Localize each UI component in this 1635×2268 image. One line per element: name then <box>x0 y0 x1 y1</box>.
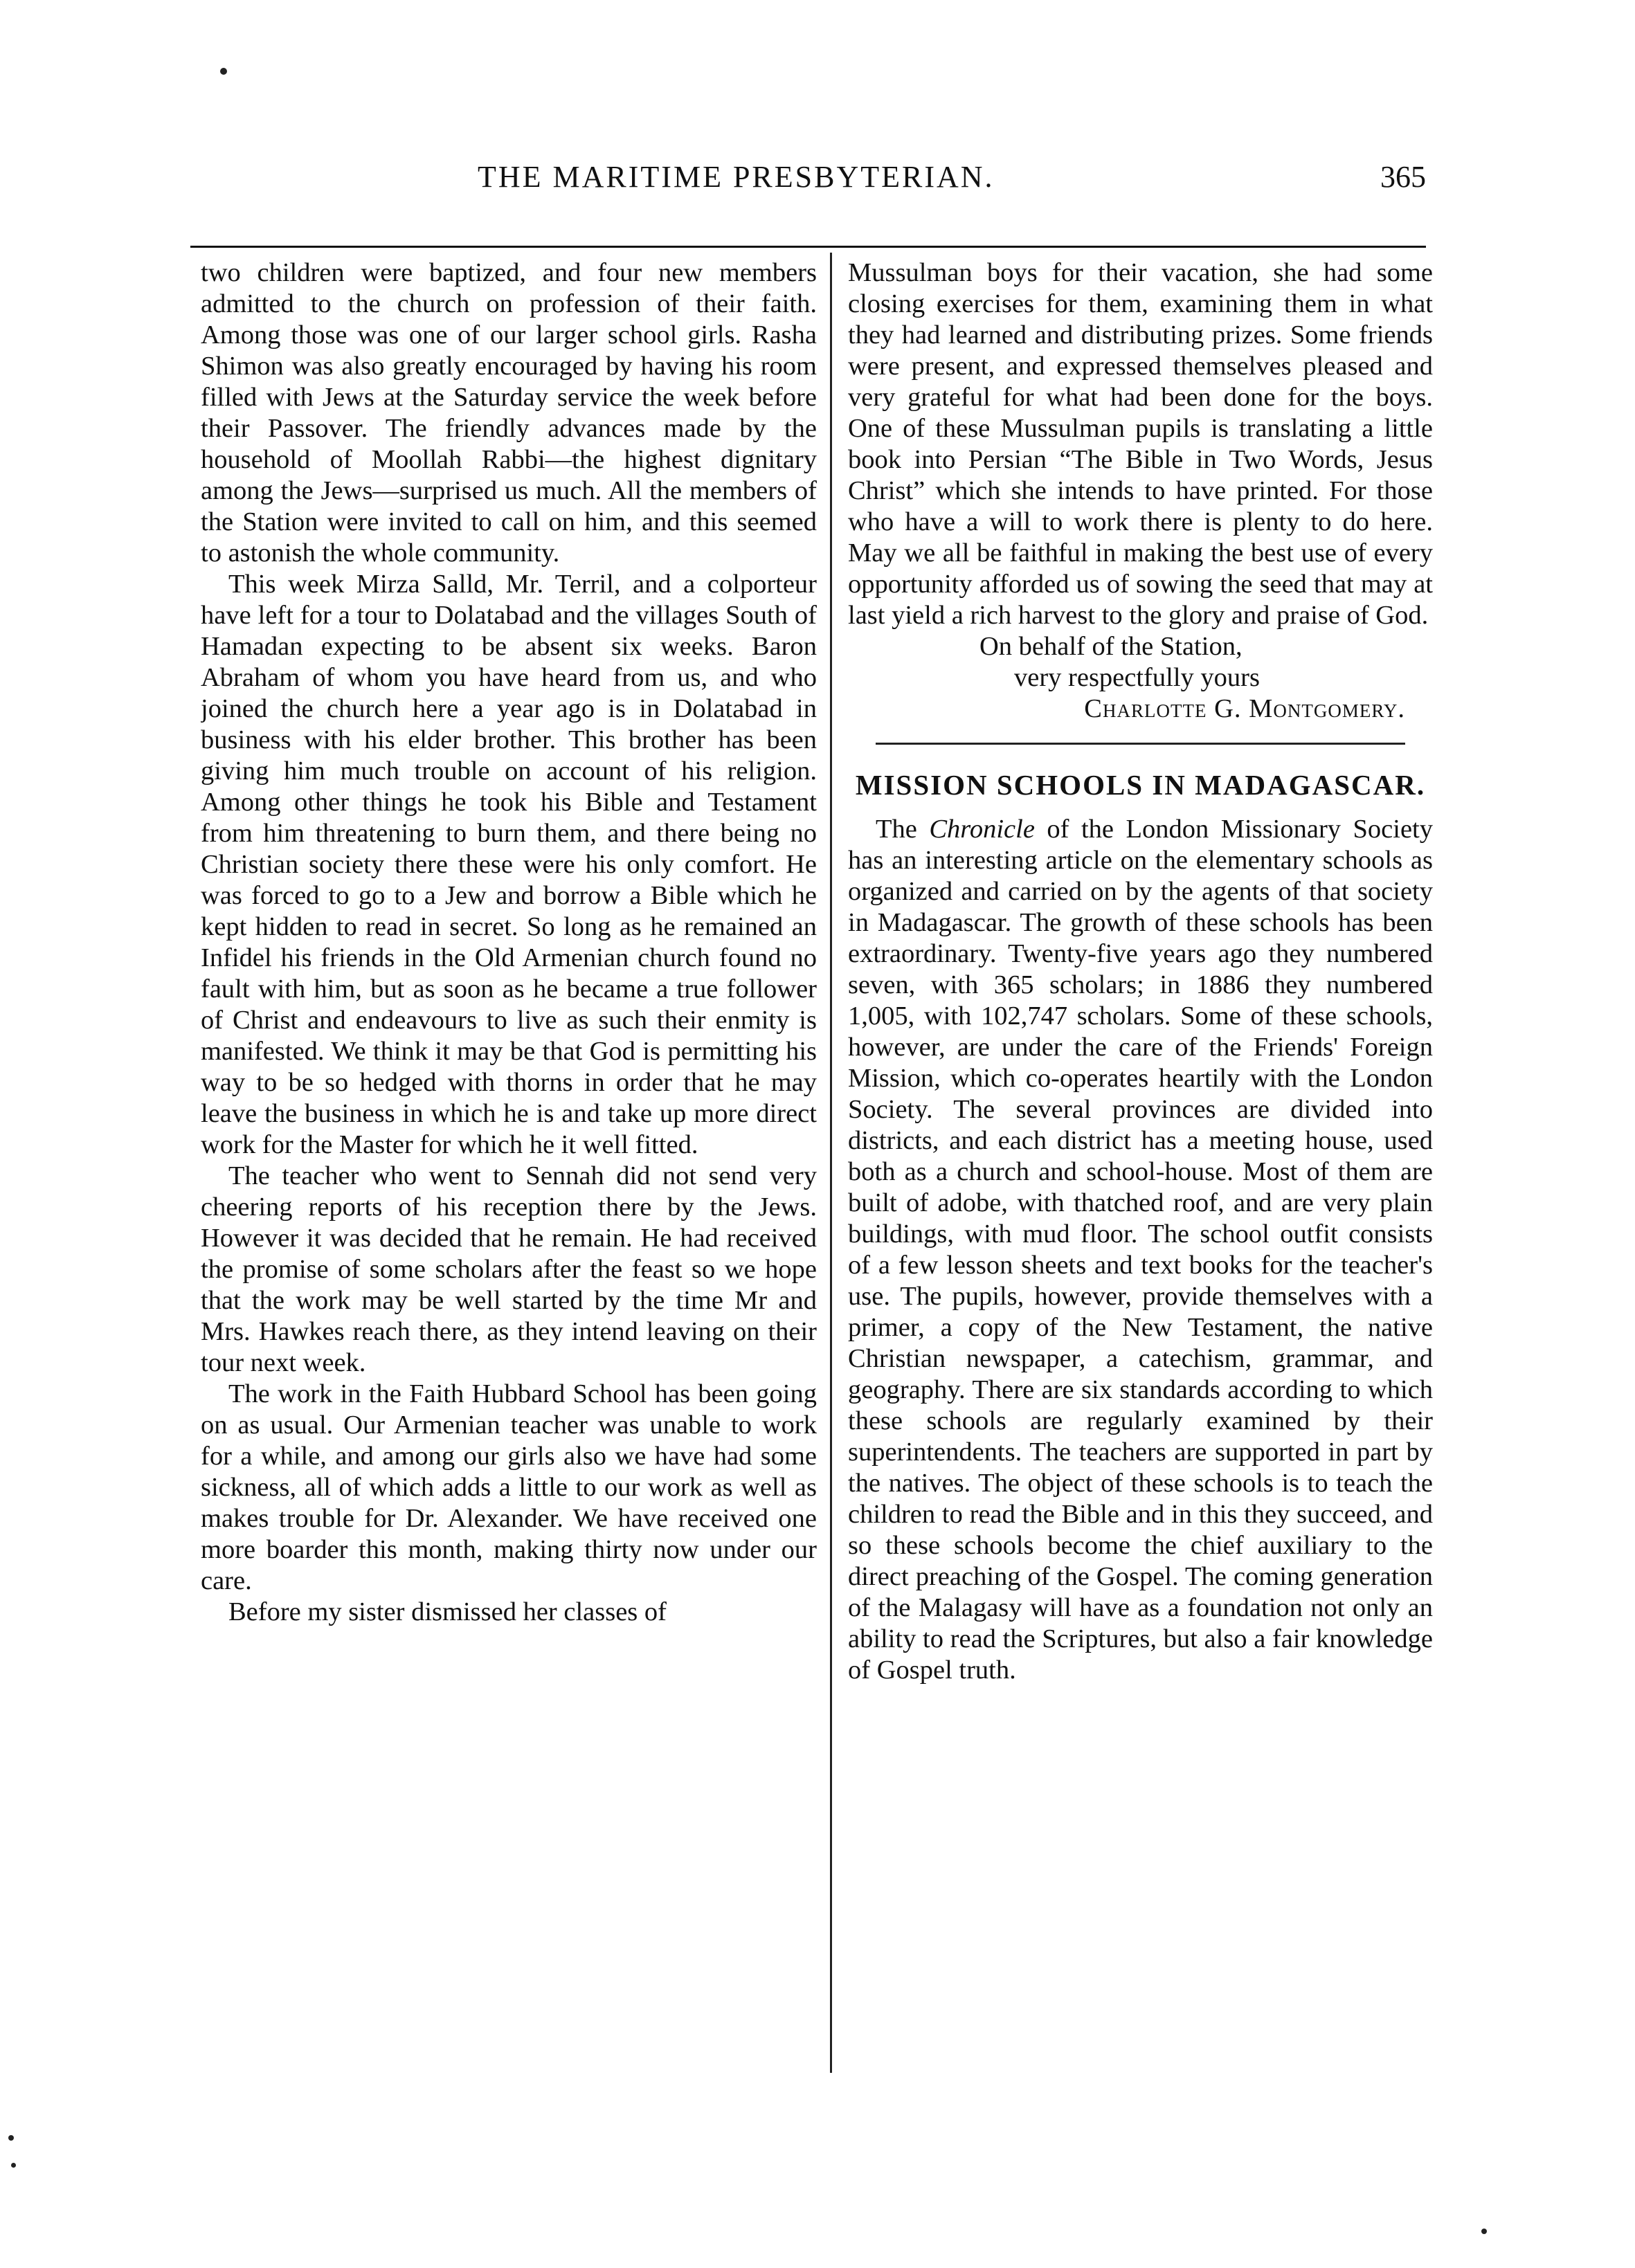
column-divider <box>830 253 832 2073</box>
page-number: 365 <box>1380 160 1426 194</box>
publication-name: Chronicle <box>929 815 1035 844</box>
letter-closing: very respectfully yours <box>1014 663 1260 692</box>
letter-signature: Charlotte G. Montgomery. <box>1084 694 1405 723</box>
article-intro: The <box>876 815 917 844</box>
ink-speck <box>1481 2229 1487 2234</box>
section-title: MISSION SCHOOLS IN MADAGASCAR. <box>855 769 1426 801</box>
ink-speck <box>11 2163 16 2168</box>
left-paragraph: two children were baptized, and four new members admitted to the church on profession of their faith. Among those was one of our larger school girls. Rasha Shimon was also greatly encouraged by having his room filled with Jews at the Saturday service the week before their Passover. The friendly advances made by the household of Moollah Rabbi—the highest dignitary among the Jews—surprised us much. All the members of the Station were invited to call on him, and this seemed to astonish the whole community. <box>201 258 817 568</box>
ink-speck <box>220 68 227 75</box>
left-paragraph: Before my sister dismissed her classes of <box>228 1597 667 1626</box>
article-paragraph <box>848 814 1433 1686</box>
left-paragraph: The teacher who went to Sennah did not send very cheering reports of his reception there by the Jews. However it was decided that he remain. He had received the promise of some scholars after the feast so we hope that the work may be well started by the time Mr and Mrs. Hawkes reach there, as they intend leaving on their tour next week. <box>201 1161 817 1377</box>
page-header <box>208 159 1426 208</box>
section-rule <box>876 743 1405 745</box>
running-title: THE MARITIME PRESBYTERIAN. <box>478 160 995 194</box>
header-rule <box>190 246 1426 248</box>
letter-continuation: Mussulman boys for their vacation, she had some closing exercises for them, examining them in what they had learned and distributing prizes. Some friends were present, and expressed themselves pleased and very grateful for what had been done for the boys. One of these Mussulman pupils is translating a little book into Persian “The Bible in Two Words, Jesus Christ” which she intends to have printed. For those who have a will to work there is plenty to do here. May we all be faithful in making the best use of every opportunity afforded us of sowing the seed that may at last yield a rich harvest to the glory and praise of God. <box>848 258 1433 630</box>
left-paragraph: The work in the Faith Hubbard School has been going on as usual. Our Armenian teacher was unable to work for a while, and among our girls also we have had some sickness, all of which adds a little to our work as well as makes trouble for Dr. Alexander. We have received one more boarder this month, making thirty now under our care. <box>201 1379 817 1595</box>
ink-speck <box>8 2135 14 2141</box>
left-paragraph: This week Mirza Salld, Mr. Terril, and a colporteur have left for a tour to Dolatabad and the villages South of Hamadan expecting to be absent six weeks. Baron Abraham of whom you have heard from us, and who joined the church here a year ago is in Dolatabad in business with his elder brother. This brother has been giving him much trouble on account of his religion. Among other things he took his Bible and Testament from him threatening to burn them, and there being no Christian society there these were his only comfort. He was forced to go to a Jew and borrow a Bible which he kept hidden to read in secret. So long as he remained an Infidel his friends in the Old Armenian church found no fault with him, but as soon as he became a true follower of Christ and endeavours to live as such their enmity is manifested. We think it may be that God is permitting his way to be so hedged with thorns in order that he may leave the business in which he is and take up more direct work for the Master for which he it well fitted. <box>201 570 817 1159</box>
right-column <box>848 257 1433 2181</box>
left-column <box>201 257 817 2181</box>
article-body: of the London Missionary Society has an interesting article on the elementary schools as organized and carried on by the agents of that society in Madagascar. The growth of these schools has been extraordinary. Twenty-five years ago they numbered seven, with 365 scholars; in 1886 they numbered 1,005, with 102,747 scholars. Some of these schools, however, are under the care of the Friends' Foreign Mission, which co-operates heartily with the London Society. The several provinces are divided into districts, and each district has a meeting house, used both as a church and school-house. Most of them are built of adobe, with thatched roof, and are very plain buildings, with mud floor. The school outfit consists of a few lesson sheets and text books for the teacher's use. The pupils, however, provide themselves with a primer, a copy of the New Testament, the native Christian newspaper, a catechism, grammar, and geography. There are six standards according to which these schools are regularly examined by their superintendents. The teachers are supported in part by the natives. The object of these schools is to teach the children to read the Bible and in this they succeed, and so these schools become the chief auxiliary to the direct preaching of the Gospel. The coming generation of the Malagasy will have as a foundation not only an ability to read the Scriptures, but also a fair knowledge of Gospel truth. <box>848 815 1433 1685</box>
letter-closing: On behalf of the Station, <box>979 632 1243 661</box>
